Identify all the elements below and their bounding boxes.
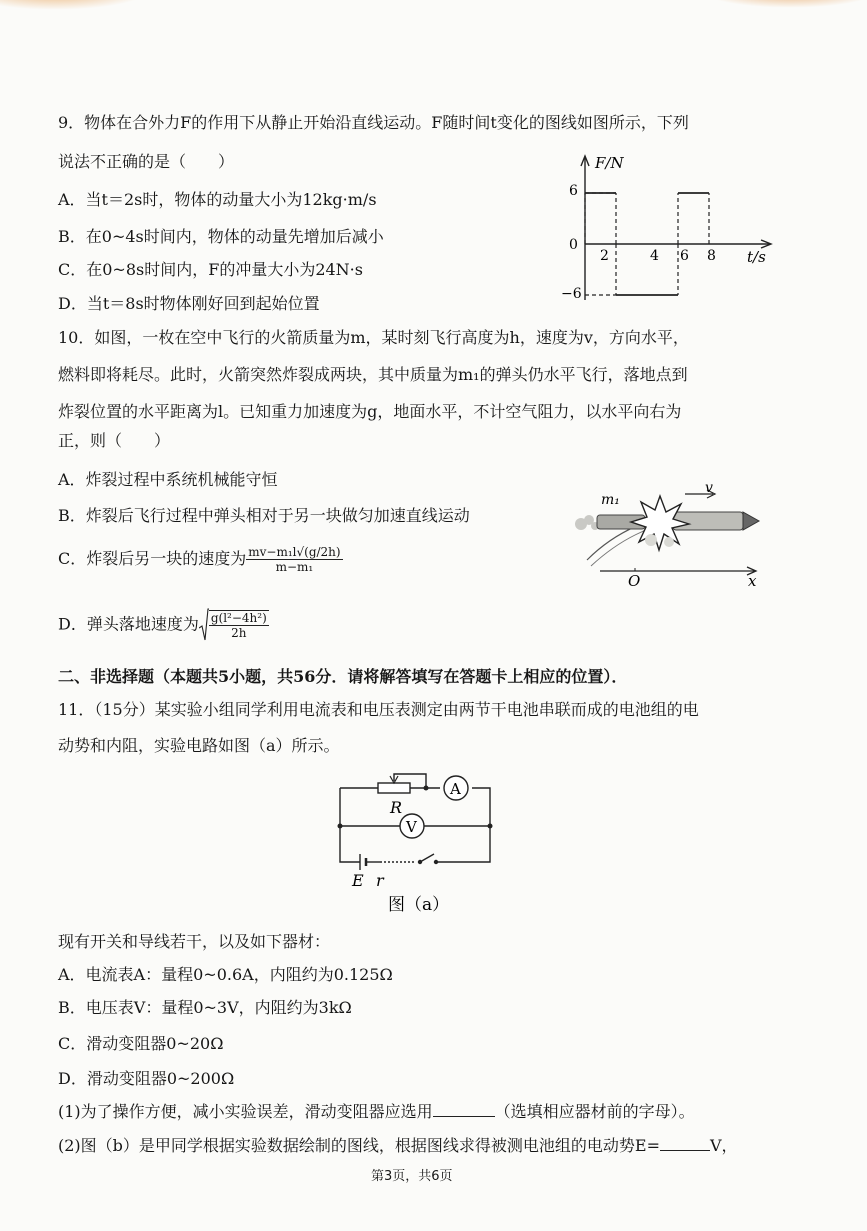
smoke-cloud <box>575 515 599 530</box>
rocket-body <box>673 512 743 530</box>
x-tick-6: 6 <box>680 248 689 264</box>
label-v: v <box>705 482 713 496</box>
q11-sub2-answer-blank[interactable] <box>660 1134 710 1151</box>
label-x: x <box>748 572 757 590</box>
q11-sub2-text-after: V， <box>710 1136 738 1155</box>
scan-stain-right <box>700 0 867 8</box>
q9-stem-line1: 9．物体在合外力F的作用下从静止开始沿直线运动。F随时间t变化的图线如图所示，下列 <box>58 113 689 132</box>
q11-circuit-diagram <box>330 762 505 920</box>
q11-material-c: C．滑动变阻器0~20Ω <box>58 1034 224 1053</box>
q11-sub1-text-after: （选填相应器材前的字母）。 <box>494 1102 695 1121</box>
x-tick-2: 2 <box>600 248 609 264</box>
x-tick-8: 8 <box>707 248 716 264</box>
q11-sub1-text-before: (1)为了操作方便，减小实验误差，滑动变阻器应选用 <box>58 1102 433 1121</box>
q11-sub2-text-before: (2)图（b）是甲同学根据实验数据绘制的图线，根据图线求得被测电池组的电动势E= <box>58 1136 660 1155</box>
q9-force-time-graph <box>555 150 795 310</box>
label-ammeter: A <box>450 780 461 798</box>
q10-option-c-denominator: m−m₁ <box>275 560 314 574</box>
figure-caption: 图（a） <box>388 895 450 915</box>
q10-option-d-sqrt <box>199 608 269 642</box>
q9-option-b: B．在0~4s时间内，物体的动量先增加后减小 <box>58 227 384 246</box>
q10-stem-line1: 10．如图，一枚在空中飞行的火箭质量为m，某时刻飞行高度为h，速度为v，方向水平， <box>58 328 689 347</box>
rheostat <box>378 783 410 793</box>
q11-materials-intro: 现有开关和导线若干，以及如下器材： <box>58 932 331 951</box>
q11-sub1 <box>58 1100 695 1123</box>
q11-sub2 <box>58 1134 738 1157</box>
x-tick-4: 4 <box>650 248 659 264</box>
label-voltmeter: V <box>406 818 417 836</box>
q10-option-d-fraction <box>209 610 269 640</box>
label-o: O <box>628 572 641 590</box>
y-tick-6: 6 <box>569 183 578 199</box>
section2-heading: 二、非选择题（本题共5小题，共56分．请将解答填写在答题卡上相应的位置）． <box>58 667 628 686</box>
label-m1: m₁ <box>601 492 620 508</box>
q10-option-c <box>58 544 343 574</box>
q11-sub1-answer-blank[interactable] <box>433 1100 495 1117</box>
q11-material-a: A．电流表A：量程0~0.6A，内阻约为0.125Ω <box>58 965 393 984</box>
q10-stem-line2: 燃料即将耗尽。此时，火箭突然炸裂成两块，其中质量为m₁的弹头仍水平飞行，落地点到 <box>58 365 688 384</box>
explosion-burst-icon <box>631 496 689 550</box>
q10-option-d-numerator: g(l²−4h²) <box>210 611 267 625</box>
q10-option-d-prefix: D．弹头落地速度为 <box>58 614 199 634</box>
q9-option-a: A．当t＝2s时，物体的动量大小为12kg·m/s <box>58 190 377 209</box>
q11-material-b: B．电压表V：量程0~3V，内阻约为3kΩ <box>58 998 352 1017</box>
switch-icon <box>420 854 434 862</box>
y-tick-neg6: −6 <box>561 286 582 302</box>
q10-option-c-numerator: mv−m₁l√(g/2h) <box>248 545 341 559</box>
label-e: E <box>352 871 364 890</box>
q10-option-a: A．炸裂过程中系统机械能守恒 <box>58 470 278 489</box>
q10-option-d-denominator: 2h <box>231 626 247 640</box>
page-number: 第3页，共6页 <box>371 1169 453 1184</box>
q10-option-c-prefix: C．炸裂后另一块的速度为 <box>58 549 247 568</box>
label-internal-r: r <box>376 871 384 890</box>
q10-option-b: B．炸裂后飞行过程中弹头相对于另一块做匀加速直线运动 <box>58 506 470 525</box>
y-tick-0: 0 <box>569 237 578 253</box>
q10-rocket-figure <box>565 482 765 592</box>
x-axis-label: t/s <box>747 248 766 266</box>
q10-stem-line3: 炸裂位置的水平距离为l。已知重力加速度为g，地面水平，不计空气阻力，以水平向右为 <box>58 402 682 421</box>
rocket-nose <box>743 512 759 530</box>
q9-option-d: D．当t＝8s时物体刚好回到起始位置 <box>58 294 320 313</box>
q11-stem-line2: 动势和内阻，实验电路如图（a）所示。 <box>58 736 340 755</box>
scan-stain-left <box>0 0 150 10</box>
q11-stem-line1: 11．（15分）某实验小组同学利用电流表和电压表测定由两节干电池串联而成的电池组的电 <box>58 700 699 719</box>
q11-material-d: D．滑动变阻器0~200Ω <box>58 1069 235 1088</box>
q9-stem-line2: 说法不正确的是（ ） <box>58 152 235 171</box>
q10-stem-line4: 正，则（ ） <box>58 431 171 450</box>
sqrt-sign-icon <box>199 608 209 642</box>
y-axis-label: F/N <box>595 154 624 172</box>
q10-option-c-fraction <box>246 545 342 574</box>
q9-option-c: C．在0~8s时间内，F的冲量大小为24N·s <box>58 260 363 279</box>
q10-option-d <box>58 608 269 642</box>
label-rheostat-r: R <box>390 798 403 817</box>
